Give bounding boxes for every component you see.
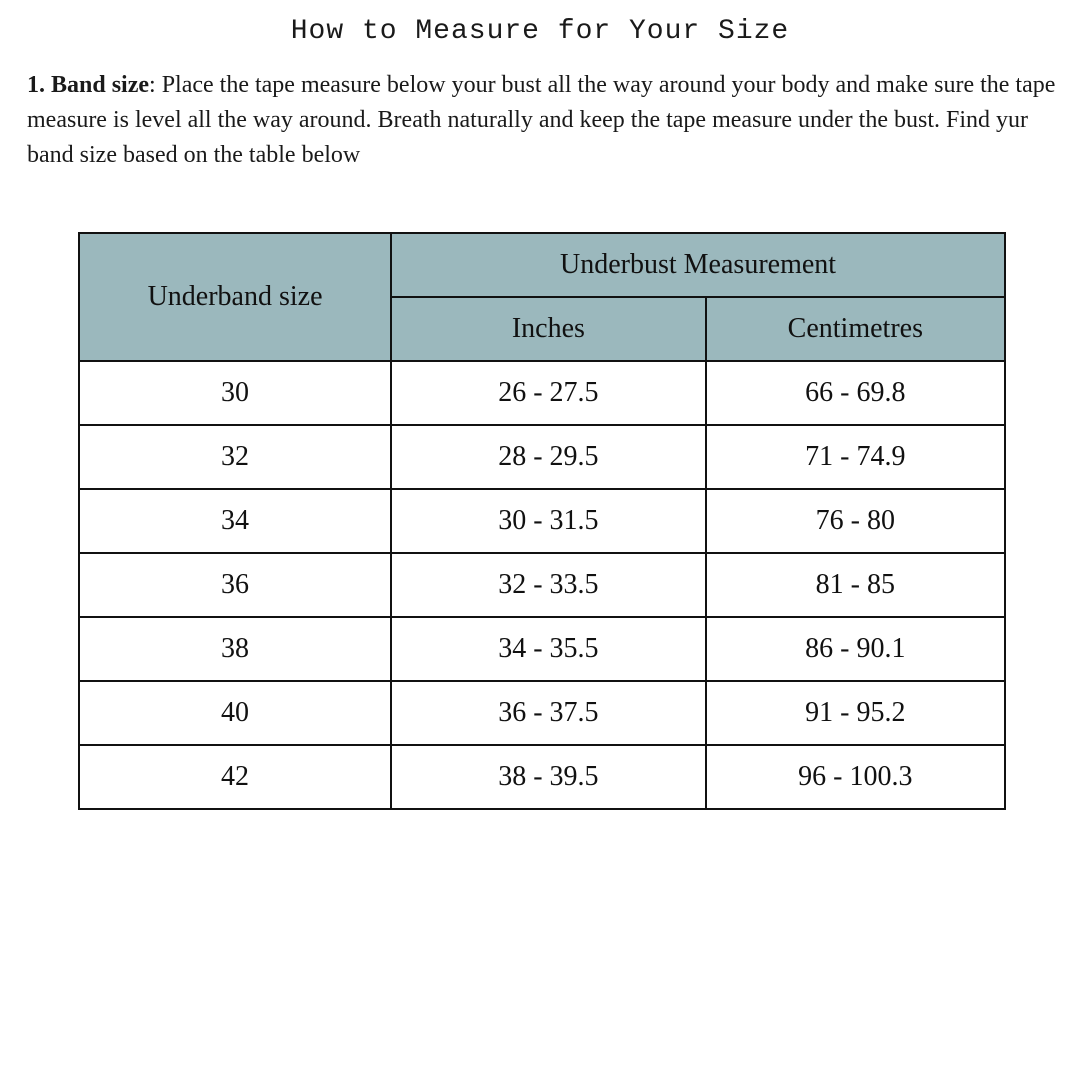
label-separator: :	[149, 72, 156, 98]
cell-band-size: 40	[79, 681, 391, 745]
header-underbust-measurement: Underbust Measurement	[391, 233, 1005, 297]
cell-centimetres: 71 - 74.9	[706, 425, 1005, 489]
table-row	[79, 553, 1005, 617]
cell-centimetres: 91 - 95.2	[706, 681, 1005, 745]
table-row	[79, 489, 1005, 553]
header-centimetres: Centimetres	[706, 297, 1005, 361]
table-row	[79, 745, 1005, 809]
cell-band-size: 32	[79, 425, 391, 489]
cell-band-size: 34	[79, 489, 391, 553]
cell-centimetres: 66 - 69.8	[706, 361, 1005, 425]
band-size-instructions	[27, 68, 1057, 173]
cell-inches: 28 - 29.5	[391, 425, 706, 489]
cell-band-size: 38	[79, 617, 391, 681]
table-row	[79, 425, 1005, 489]
cell-inches: 26 - 27.5	[391, 361, 706, 425]
cell-centimetres: 86 - 90.1	[706, 617, 1005, 681]
cell-band-size: 36	[79, 553, 391, 617]
cell-inches: 36 - 37.5	[391, 681, 706, 745]
cell-inches: 32 - 33.5	[391, 553, 706, 617]
table-row	[79, 361, 1005, 425]
page-title: How to Measure for Your Size	[290, 16, 790, 47]
band-size-text: Place the tape measure below your bust all the way around your body and make sure the tape measure is level all the way around. Breath naturally and keep the tape measure under the bust. Find yur band size based on the table below	[27, 72, 1056, 168]
cell-centimetres: 76 - 80	[706, 489, 1005, 553]
cell-inches: 34 - 35.5	[391, 617, 706, 681]
cell-centimetres: 96 - 100.3	[706, 745, 1005, 809]
header-underband-size: Underband size	[79, 233, 391, 361]
cell-band-size: 30	[79, 361, 391, 425]
header-inches: Inches	[391, 297, 706, 361]
cell-inches: 30 - 31.5	[391, 489, 706, 553]
band-size-table	[78, 232, 1006, 810]
band-size-label: 1. Band size	[27, 72, 150, 98]
table-row	[79, 681, 1005, 745]
table-row	[79, 617, 1005, 681]
cell-band-size: 42	[79, 745, 391, 809]
cell-centimetres: 81 - 85	[706, 553, 1005, 617]
cell-inches: 38 - 39.5	[391, 745, 706, 809]
